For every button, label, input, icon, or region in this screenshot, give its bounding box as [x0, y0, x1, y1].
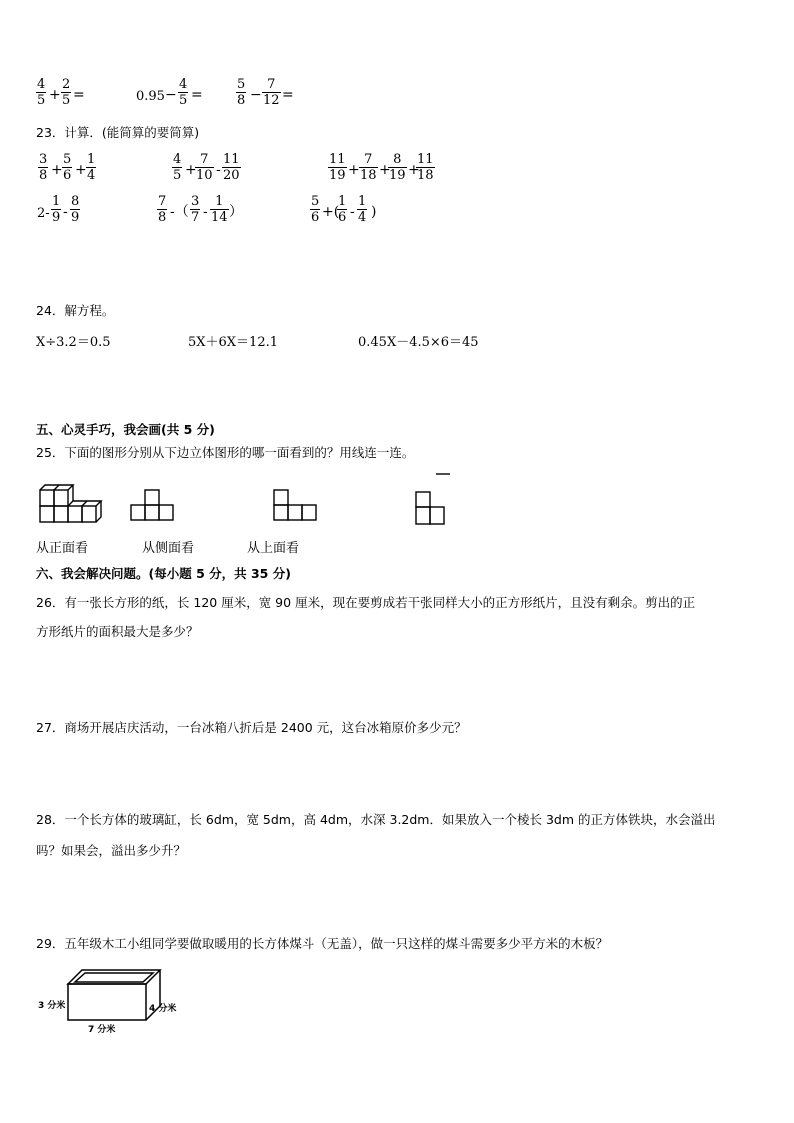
operator: +: [185, 162, 197, 178]
operator: +: [379, 162, 391, 178]
fraction: $\frac{11}{20}$: [223, 152, 240, 183]
label-top-view: 从上面看: [247, 541, 300, 556]
q23-title: 23．计算．(能简算的要简算): [36, 125, 200, 140]
operator: ): [371, 204, 377, 220]
fraction: $\frac{7}{18}$: [360, 152, 377, 183]
operator: +: [51, 162, 63, 178]
q24-equation-1: X÷3.2＝0.5: [36, 335, 111, 350]
operator: −: [165, 87, 177, 103]
q24-equation-3: 0.45X－4.5×6＝45: [358, 335, 479, 350]
operator: +: [75, 162, 87, 178]
label-side-view: 从侧面看: [142, 541, 195, 556]
fraction: $\frac{8}{19}$: [389, 152, 406, 183]
fraction: $\frac{4}{5}$: [173, 152, 182, 183]
fraction: $\frac{7}{12}$: [263, 77, 280, 108]
box-length-label: 7 分米: [88, 1025, 116, 1035]
fraction: $\frac{1}{9}$: [52, 194, 61, 225]
fraction: $\frac{3}{7}$: [191, 194, 200, 225]
q28-line-2: 吗？如果会，溢出多少升？: [36, 843, 187, 858]
operator: -: [350, 204, 355, 220]
fraction: $\frac{5}{6}$: [63, 152, 72, 183]
view-figure-2: [272, 488, 320, 522]
fraction: $\frac{1}{4}$: [87, 152, 96, 183]
operator: =: [191, 87, 203, 103]
operator: ）: [229, 204, 243, 220]
fraction: $\frac{4}{5}$: [179, 77, 188, 108]
box-width-label: 4 分米: [149, 1004, 177, 1014]
q28-line-1: 28．一个长方体的玻璃缸，长 6dm，宽 5dm，高 4dm，水深 3.2dm．如果放入一个棱长 3dm 的正方体铁块，水会溢出: [36, 812, 716, 827]
operator: +: [49, 87, 61, 103]
fraction: $\frac{4}{5}$: [37, 77, 46, 108]
operator: -: [203, 204, 208, 220]
fraction: $\frac{1}{6}$: [338, 194, 347, 225]
fraction: $\frac{1}{14}$: [211, 194, 228, 225]
q26-line-1: 26．有一张长方形的纸，长 120 厘米，宽 90 厘米，现在要剪成若干张同样大小的正方形纸片，且没有剩余。剪出的正: [36, 595, 696, 610]
section6-title: 六、我会解决问题。(每小题 5 分，共 35 分): [36, 566, 291, 581]
coal-box-figure: [66, 968, 162, 1024]
operator: +: [408, 162, 420, 178]
label-front-view: 从正面看: [36, 541, 89, 556]
fraction: $\frac{11}{18}$: [417, 152, 434, 183]
q24-title: 24．解方程。: [36, 303, 115, 318]
fraction: $\frac{11}{19}$: [329, 152, 346, 183]
operator: -: [63, 204, 68, 220]
view-figure-1: [130, 488, 176, 522]
fraction: $\frac{8}{9}$: [71, 194, 80, 225]
q29-question: 29．五年级木工小组同学要做取暖用的长方体煤斗（无盖），做一只这样的煤斗需要多少平方米的木板？: [36, 936, 609, 951]
fraction: $\frac{7}{10}$: [196, 152, 213, 183]
solid-figure: [38, 482, 102, 526]
q26-line-2: 方形纸片的面积最大是多少？: [36, 624, 199, 639]
operator: +: [348, 162, 360, 178]
operator: =: [282, 87, 294, 103]
operator: -: [216, 162, 221, 178]
math-text: 2-: [37, 206, 50, 221]
operator: −: [250, 87, 262, 103]
q27-question: 27．商场开展店庆活动，一台冰箱八折后是 2400 元，这台冰箱原价多少元？: [36, 720, 467, 735]
section5-title: 五、心灵手巧，我会画(共 5 分): [36, 422, 215, 437]
fraction: $\frac{5}{8}$: [237, 77, 246, 108]
q25-question: 25．下面的图形分别从下边立体图形的哪一面看到的？用线连一连。: [36, 445, 415, 460]
box-height-label: 3 分米: [38, 1001, 66, 1011]
fraction: $\frac{1}{4}$: [358, 194, 367, 225]
fraction: $\frac{2}{5}$: [62, 77, 71, 108]
math-text: 0.95: [136, 89, 165, 104]
operator: =: [73, 87, 85, 103]
fraction: $\frac{3}{8}$: [39, 152, 48, 183]
fraction: $\frac{7}{8}$: [158, 194, 167, 225]
view-figure-3: [414, 472, 450, 528]
operator: +(: [322, 204, 340, 220]
fraction: $\frac{5}{6}$: [311, 194, 320, 225]
q24-equation-2: 5X＋6X＝12.1: [188, 335, 278, 350]
operator: -（: [170, 204, 189, 220]
